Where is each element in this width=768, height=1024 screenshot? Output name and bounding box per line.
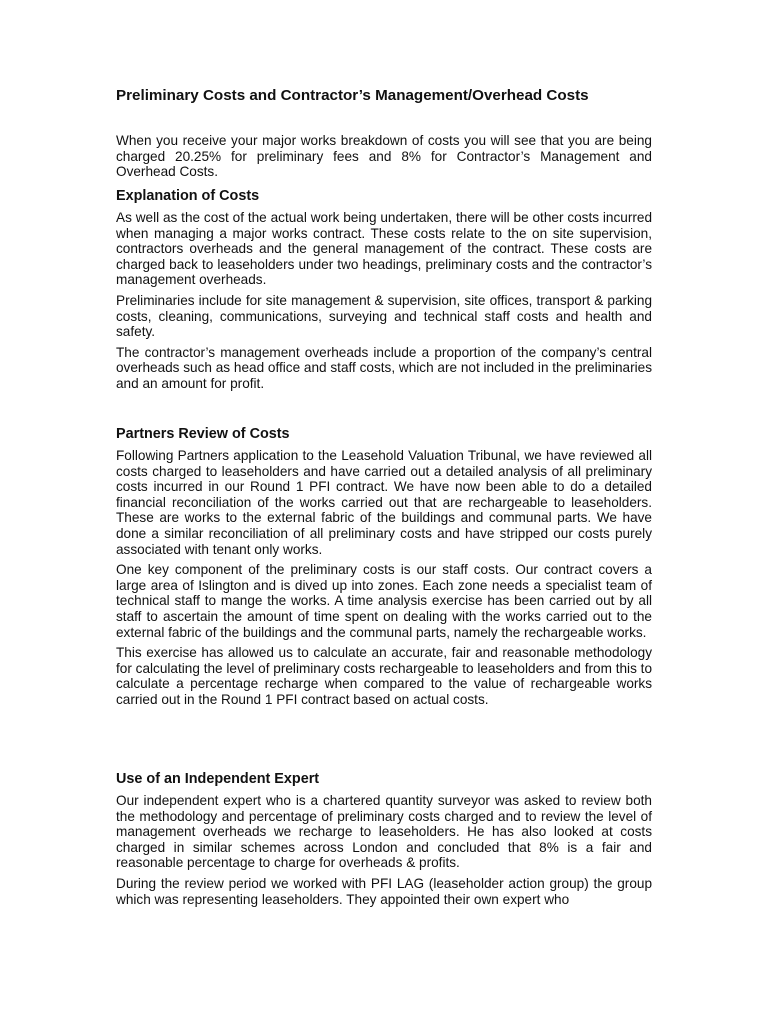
section-paragraph: During the review period we worked with PFI LAG (leaseholder action group) the group which was representing leaseholders. They appointed their own expert who xyxy=(116,875,652,907)
section-paragraph: As well as the cost of the actual work being undertaken, there will be other costs incurred when managing a major works contract. These costs relate to the on site supervision, contractors overheads and the general management of the contract. These costs are charged back to leaseholders under two headings, preliminary costs and the contractor’s management overheads. xyxy=(116,210,652,288)
section-paragraph: Following Partners application to the Leasehold Valuation Tribunal, we have reviewed all costs charged to leaseholders and have carried out a detailed analysis of all preliminary costs incurred in our Round 1 PFI contract. We have now been able to do a detailed financial reconciliation of the works carried out that are rechargeable to leaseholders. These are works to the external fabric of the buildings and communal parts. We have done a similar reconciliation of all preliminary costs and have stripped our costs purely associated with tenant only works. xyxy=(116,448,652,557)
section-heading: Use of an Independent Expert xyxy=(116,771,320,787)
section-paragraph: Our independent expert who is a chartered quantity surveyor was asked to review both the methodology and percentage of preliminary costs charged and to review the level of management overheads we recharge to leaseholders. He has also looked at costs charged in similar schemes across London and concluded that 8% is a fair and reasonable percentage to charge for overheads & profits. xyxy=(116,793,652,871)
section-paragraph: One key component of the preliminary costs is our staff costs. Our contract covers a large area of Islington and is dived up into zones. Each zone needs a specialist team of technical staff to mange the works. A time analysis exercise has been carried out by all staff to ascertain the amount of time spent on dealing with the works carried out to the external fabric of the buildings and the communal parts, namely the rechargeable works. xyxy=(116,562,652,640)
section-paragraph: This exercise has allowed us to calculate an accurate, fair and reasonable methodology for calculating the level of preliminary costs rechargeable to leaseholders and from this to calculate a percentage recharge when compared to the value of rechargeable works carried out in the Round 1 PFI contract based on actual costs. xyxy=(116,645,652,707)
section-paragraph: Preliminaries include for site management & supervision, site offices, transport & parking costs, cleaning, communications, surveying and technical staff costs and health and safety. xyxy=(116,292,652,340)
section-heading: Explanation of Costs xyxy=(116,188,260,204)
section-partners-review-of-costs xyxy=(116,425,652,713)
section-paragraph: The contractor’s management overheads include a proportion of the company’s central overheads such as head office and staff costs, which are not included in the preliminaries and an amount for profit. xyxy=(116,344,653,391)
intro-paragraph: When you receive your major works breakdown of costs you will see that you are being charged 20.25% for preliminary fees and 8% for Contractor’s Management and Overhead Costs. xyxy=(116,133,652,180)
section-explanation-of-costs xyxy=(116,187,652,397)
section-heading: Partners Review of Costs xyxy=(116,426,290,442)
section-use-of-an-independent-expert xyxy=(116,770,652,912)
document-title: Preliminary Costs and Contractor’s Management/Overhead Costs xyxy=(116,87,589,104)
